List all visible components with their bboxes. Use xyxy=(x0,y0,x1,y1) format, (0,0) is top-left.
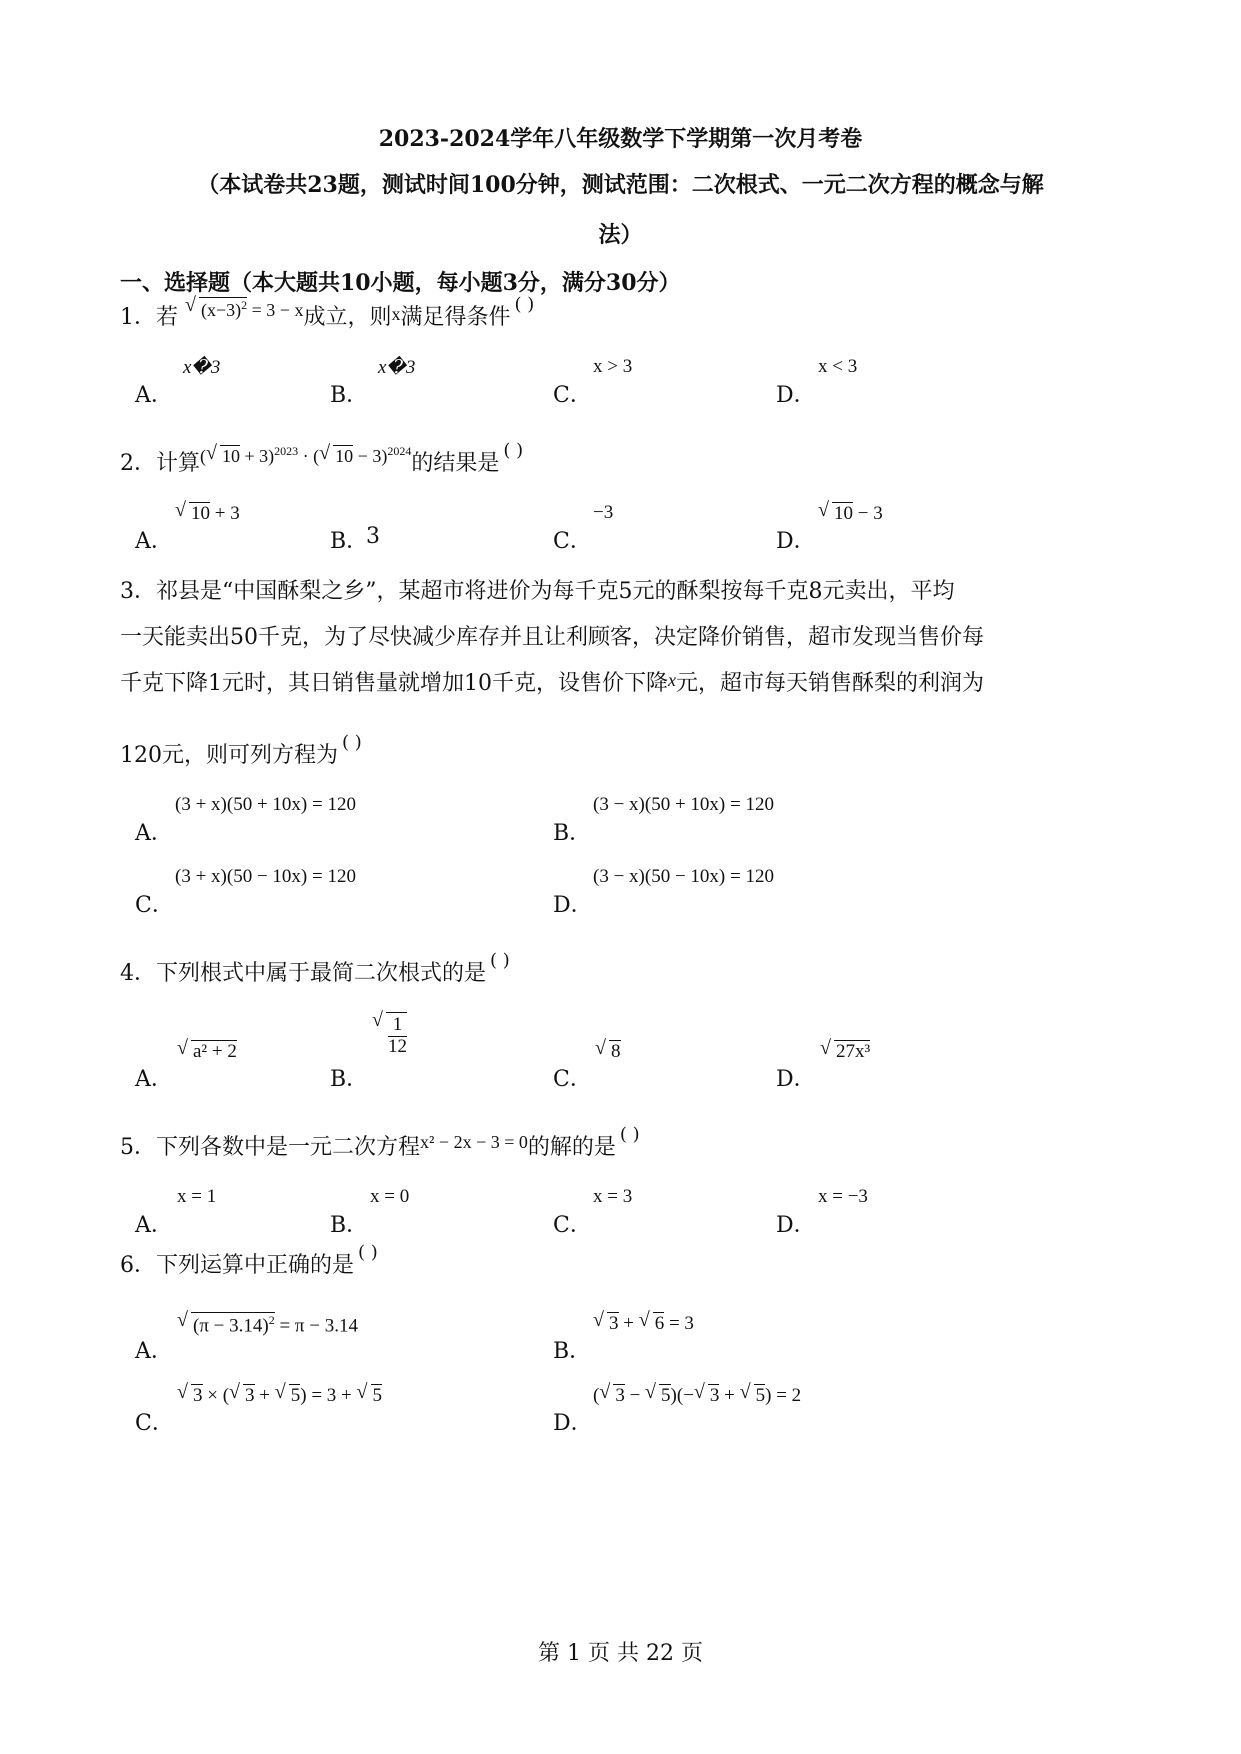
exam-subtitle-line1: （本试卷共23题，测试时间100分钟，测试范围：二次根式、一元二次方程的概念与解 xyxy=(197,172,1044,198)
question-1: 1．若 √ $(x-3)^2 = 3 - x$成立，则x满足得条件( ) xyxy=(120,300,534,331)
question-3-line4: 120元，则可列方程为( ) xyxy=(120,732,362,768)
question-5: 5．下列各数中是一元二次方程$^{x^2 - 2x - 3 = 0}$的解的是( ) xyxy=(120,1124,640,1160)
section-heading: 一、选择题（本大题共10小题，每小题3分，满分30分） xyxy=(120,270,681,296)
q2-expression: (√ 10 + 3)2023 · (√ 10 − 3)2024 xyxy=(200,446,411,466)
question-3-line2: 一天能卖出50千克，为了尽快减少库存并且让利顾客，决定降价销售，超市发现当售价每 xyxy=(120,625,984,650)
q1-expression: √ $(x-3)^2 = 3 - x$ xyxy=(185,308,303,328)
question-3-line3: 千克下降1元时，其日销售量就增加10千克，设售价下降x元，超市每天销售酥梨的利润为 xyxy=(120,670,985,696)
question-2: 2．计算$^{(√ 10 + 3)^{2023} \cdot (√ 10 - 3)^{2024}}$的结果是( ) xyxy=(120,446,523,477)
question-6: 6．下列运算中正确的是( ) xyxy=(120,1242,378,1278)
question-4: 4．下列根式中属于最简二次根式的是( ) xyxy=(120,950,510,986)
exam-subtitle-line2: 法） xyxy=(598,222,643,248)
page-footer: 第 1 页 共 22 页 xyxy=(538,1641,703,1666)
question-3-line1: 3．祁县是“中国酥梨之乡”，某超市将进价为每千克5元的酥梨按每千克8元卖出，平均 xyxy=(120,579,955,604)
exam-title: 2023-2024学年八年级数学下学期第一次月考卷 xyxy=(378,126,863,152)
